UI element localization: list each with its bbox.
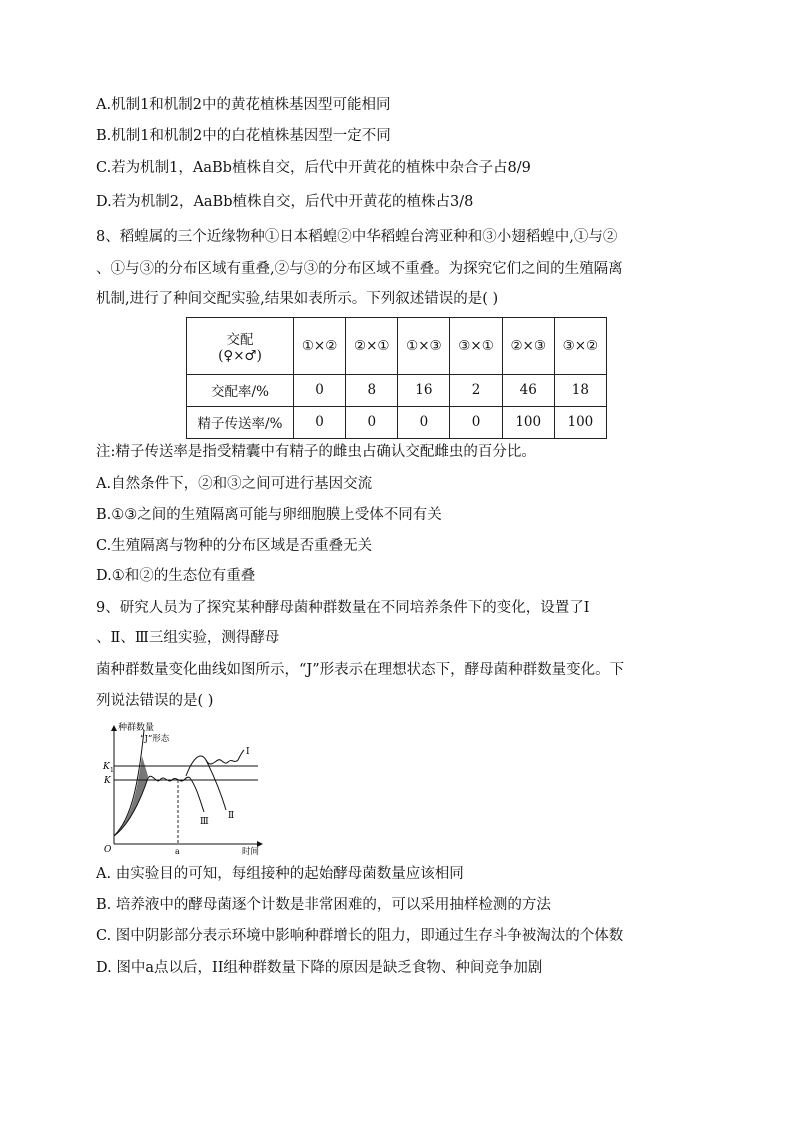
table-cell: 100 — [554, 406, 606, 438]
q8-option-c: C.生殖隔离与物种的分布区域是否重叠无关 — [96, 538, 373, 554]
q8-option-a: A.自然条件下，②和③之间可进行基因交流 — [96, 476, 373, 492]
q9-option-b: B. 培养液中的酵母菌逐个计数是非常困难的，可以采用抽样检测的方法 — [96, 897, 551, 913]
q8-option-b: B.①③之间的生殖隔离可能与卵细胞膜上受体不同有关 — [96, 507, 442, 523]
table-cell: 16 — [398, 374, 450, 406]
q8-option-d: D.①和②的生态位有重叠 — [96, 568, 256, 584]
q9-stem-line4: 列说法错误的是( ) — [96, 693, 214, 709]
table-row — [187, 374, 607, 406]
q7-option-d: D.若为机制2，AaBb植株自交，后代中开黄花的植株占3/8 — [96, 194, 474, 210]
table-cell: 46 — [502, 374, 554, 406]
row-label: 交配率/% — [187, 374, 294, 406]
table-header-cell — [187, 318, 294, 375]
x-axis-label: 时间 — [242, 847, 260, 857]
q9-option-d: D. 图中a点以后，II组种群数量下降的原因是缺乏食物、种间竞争加剧 — [96, 960, 543, 976]
curve-II — [206, 760, 226, 810]
table-cell: 0 — [294, 406, 346, 438]
q8-stem-line3: 机制,进行了种间交配实验,结果如表所示。下列叙述错误的是( ) — [96, 291, 499, 307]
q8-note: 注:精子传送率是指受精囊中有精子的雌虫占确认交配雌虫的百分比。 — [96, 444, 536, 460]
curve-III — [114, 776, 190, 836]
q7-option-b: B.机制1和机制2中的白花植株基因型一定不同 — [96, 128, 391, 144]
curve-II-label: Ⅱ — [228, 811, 235, 821]
column-header: ③×① — [450, 318, 502, 375]
population-growth-graph — [100, 720, 270, 860]
table-cell: 18 — [554, 374, 606, 406]
resistance-shaded-area — [114, 756, 148, 836]
table-cell: 8 — [346, 374, 398, 406]
q8-stem-line1: 8、稻蝗属的三个近缘物种①日本稻蝗②中华稻蝗台湾亚种和③小翅稻蝗中,①与② — [96, 229, 618, 245]
q7-option-a: A.机制1和机制2中的黄花植株基因型可能相同 — [96, 97, 391, 113]
column-header: ①×③ — [398, 318, 450, 375]
table-header-row — [187, 318, 607, 375]
q9-stem-line2: 、Ⅱ、Ⅲ三组实验，测得酵母 — [96, 630, 280, 646]
q7-option-c: C.若为机制1，AaBb植株自交，后代中开黄花的植株中杂合子占8/9 — [96, 160, 531, 176]
q9-option-c: C. 图中阴影部分表示环境中影响种群增长的阻力，即通过生存斗争被淘汰的个体数 — [96, 928, 624, 944]
table-cell: 0 — [398, 406, 450, 438]
table-cell: 0 — [294, 374, 346, 406]
table-cell: 100 — [502, 406, 554, 438]
header-sex-label: (♀×♂) — [218, 347, 262, 364]
j-curve-label: “J”形态 — [140, 734, 170, 744]
column-header: ③×② — [554, 318, 606, 375]
table-cell: 2 — [450, 374, 502, 406]
table-cell: 0 — [450, 406, 502, 438]
column-header: ②×① — [346, 318, 398, 375]
table-cell: 0 — [346, 406, 398, 438]
a-label: a — [175, 847, 180, 856]
curve-III-drop — [190, 778, 204, 812]
row-label: 精子传送率/% — [187, 406, 294, 438]
q9-stem-line3: 菌种群数量变化曲线如图所示，“J”形表示在理想状态下，酵母菌种群数量变化。下 — [96, 662, 625, 678]
header-mating-label: 交配 — [226, 331, 254, 348]
q9-stem-line1: 9、研究人员为了探究某种酵母菌种群数量在不同培养条件下的变化，设置了Ⅰ — [96, 600, 590, 616]
column-header: ②×③ — [502, 318, 554, 375]
y-axis-label: 种群数量 — [118, 723, 155, 733]
k-label: K — [104, 776, 111, 786]
curve-III-label: Ⅲ — [200, 817, 209, 827]
k1-subscript: 1 — [110, 767, 114, 774]
q9-option-a: A. 由实验目的可知，每组接种的起始酵母菌数量应该相同 — [96, 866, 464, 882]
mating-table — [186, 317, 607, 439]
k1-label: K — [103, 762, 110, 772]
column-header: ①×② — [294, 318, 346, 375]
curve-I-label: Ⅰ — [246, 747, 250, 757]
origin-label: O — [104, 845, 112, 855]
q8-stem-line2: 、①与③的分布区域有重叠,②与③的分布区域不重叠。为探究它们之间的生殖隔离 — [96, 261, 623, 277]
table-row — [187, 406, 607, 438]
curve-I — [186, 750, 244, 776]
